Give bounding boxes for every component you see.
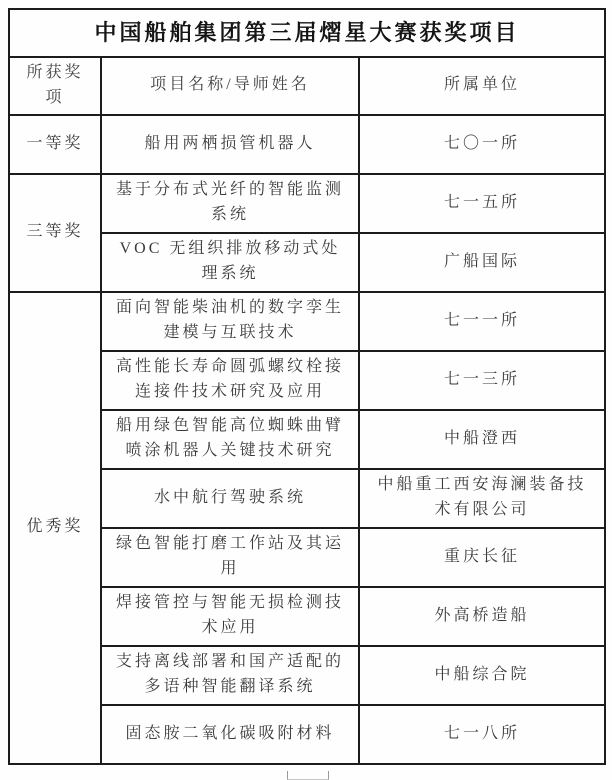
project-name: VOC 无组织排放移动式处理系统 (101, 233, 359, 292)
project-unit: 七一五所 (359, 174, 605, 233)
column-header-unit: 所属单位 (359, 57, 605, 115)
project-unit: 七一一所 (359, 292, 605, 351)
project-name: 焊接管控与智能无损检测技术应用 (101, 587, 359, 646)
project-unit: 中船重工西安海澜装备技术有限公司 (359, 469, 605, 528)
project-name: 基于分布式光纤的智能监测系统 (101, 174, 359, 233)
project-unit: 广船国际 (359, 233, 605, 292)
project-name: 固态胺二氧化碳吸附材料 (101, 705, 359, 764)
project-unit: 七〇一所 (359, 115, 605, 174)
award-label-third-prize: 三等奖 (9, 174, 101, 292)
project-unit: 七一八所 (359, 705, 605, 764)
project-name: 水中航行驾驶系统 (101, 469, 359, 528)
award-label-first-prize: 一等奖 (9, 115, 101, 174)
table-row (9, 115, 605, 174)
project-unit: 中船综合院 (359, 646, 605, 705)
column-header-award: 所获奖项 (9, 57, 101, 115)
table-title-row (9, 9, 605, 57)
next-row-cutoff-fragment (287, 771, 329, 780)
project-unit: 七一三所 (359, 351, 605, 410)
project-name: 支持离线部署和国产适配的多语种智能翻译系统 (101, 646, 359, 705)
project-unit: 外高桥造船 (359, 587, 605, 646)
table-title: 中国船舶集团第三届熠星大赛获奖项目 (9, 9, 605, 57)
project-name: 绿色智能打磨工作站及其运用 (101, 528, 359, 587)
project-name: 面向智能柴油机的数字孪生建模与互联技术 (101, 292, 359, 351)
project-unit: 重庆长征 (359, 528, 605, 587)
project-unit: 中船澄西 (359, 410, 605, 469)
column-header-project: 项目名称/导师姓名 (101, 57, 359, 115)
table-row (9, 292, 605, 351)
table-row (9, 174, 605, 233)
project-name: 高性能长寿命圆弧螺纹栓接连接件技术研究及应用 (101, 351, 359, 410)
project-name: 船用绿色智能高位蜘蛛曲臂喷涂机器人关键技术研究 (101, 410, 359, 469)
award-table (8, 8, 606, 765)
project-name: 船用两栖损管机器人 (101, 115, 359, 174)
table-header-row (9, 57, 605, 115)
award-label-excellence-prize: 优秀奖 (9, 292, 101, 764)
